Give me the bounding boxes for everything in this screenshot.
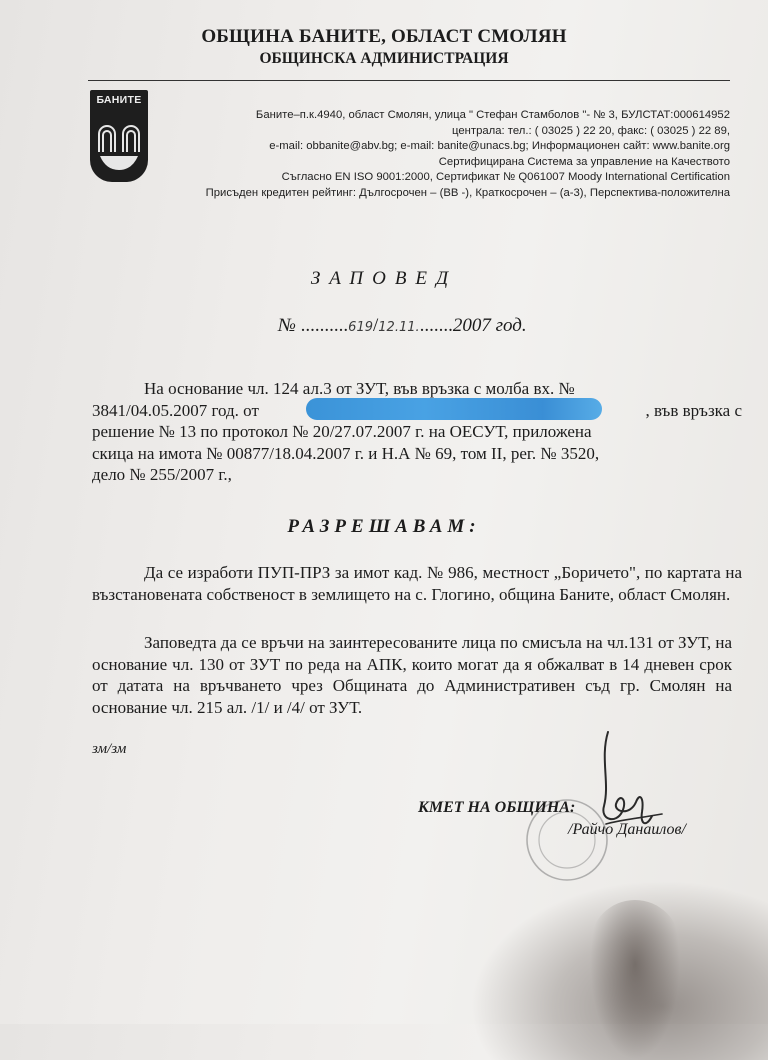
order-number-line bbox=[278, 315, 527, 337]
delivery-text: Заповедта да се връчи на заинтересованите лица по смисъла на чл.131 от ЗУТ, на основание чл. 130 от ЗУТ по реда на АПК, които могат да я обжалват в 14 дневен срок от датата на връчването чрез Общината до Административен съд гр. Смолян на основание чл. 215 ал. /1/ и /4/ от ЗУТ. bbox=[92, 633, 732, 717]
number-dots-b: ....... bbox=[419, 315, 453, 336]
fountain-emblem-icon bbox=[94, 112, 144, 174]
mayor-name: /Райчо Данаилов/ bbox=[568, 821, 686, 838]
contact-block bbox=[170, 108, 730, 202]
handwritten-date: 12.11. bbox=[378, 320, 420, 335]
allow-heading: РАЗРЕШАВАМ: bbox=[287, 516, 481, 537]
basis-line-2-start: 3841/04.05.2007 год. от bbox=[92, 400, 259, 420]
redaction-mark bbox=[306, 398, 602, 420]
basis-line-4: скица на имота № 00877/18.04.2007 г. и Н.А № 69, том II, рег. № 3520, bbox=[92, 443, 600, 463]
permission-text: Да се изработи ПУП-ПРЗ за имот кад. № 986, местност „Боричето", по картата на възстановената собственост в землището на с. Глогино, община Баните, област Смолян. bbox=[92, 563, 742, 604]
author-initials: зм/зм bbox=[92, 741, 127, 757]
order-title: ЗАПОВЕД bbox=[310, 268, 458, 289]
contact-rating: Присъден кредитен рейтинг: Дългосрочен – (BB -), Краткосрочен – (a-3), Перспектива-положителна bbox=[205, 186, 730, 199]
header-municipality: ОБЩИНА БАНИТЕ, ОБЛАСТ СМОЛЯН bbox=[201, 26, 567, 47]
basis-line-2-end: , във връзка с bbox=[645, 400, 742, 420]
basis-line-5: дело № 255/2007 г., bbox=[92, 465, 232, 484]
contact-iso: Съгласно EN ISO 9001:2000, Сертификат № Q061007 Moody International Certification bbox=[281, 171, 730, 184]
contact-address: Баните–п.к.4940, област Смолян, улица " Стефан Стамболов "- № 3, БУЛСТАТ:000614952 bbox=[255, 109, 730, 121]
header-divider bbox=[88, 80, 730, 81]
contact-email: e-mail: obbanite@abv.bg; e-mail: banite@unacs.bg; Информационен сайт: www.banite.org bbox=[269, 140, 730, 153]
basis-line-1: На основание чл. 124 ал.3 от ЗУТ, във връзка с молба вх. № bbox=[144, 379, 575, 398]
number-sign: № bbox=[278, 315, 296, 336]
mayor-title: КМЕТ НА ОБЩИНА: bbox=[418, 799, 576, 816]
handwritten-number: 619 bbox=[348, 320, 373, 335]
contact-certification: Сертифицирана Система за управление на Качеството bbox=[438, 155, 730, 168]
header-administration: ОБЩИНСКА АДМИНИСТРАЦИЯ bbox=[259, 50, 509, 67]
basis-paragraph bbox=[92, 378, 742, 486]
logo-text: БАНИТЕ bbox=[96, 94, 142, 106]
order-year: 2007 год. bbox=[452, 315, 527, 336]
permission-paragraph bbox=[92, 562, 742, 605]
basis-line-3: решение № 13 по протокол № 20/27.07.2007 г. на ОЕСУТ, приложена bbox=[92, 422, 592, 441]
municipality-logo bbox=[90, 90, 148, 182]
delivery-paragraph bbox=[92, 632, 732, 718]
contact-phone: централа: тел.: ( 03025 ) 22 20, факс: ( 03025 ) 22 89, bbox=[452, 124, 730, 137]
number-separator: / bbox=[373, 315, 379, 336]
finger-shadow bbox=[590, 900, 680, 1060]
number-dots-a: .......... bbox=[300, 315, 349, 336]
